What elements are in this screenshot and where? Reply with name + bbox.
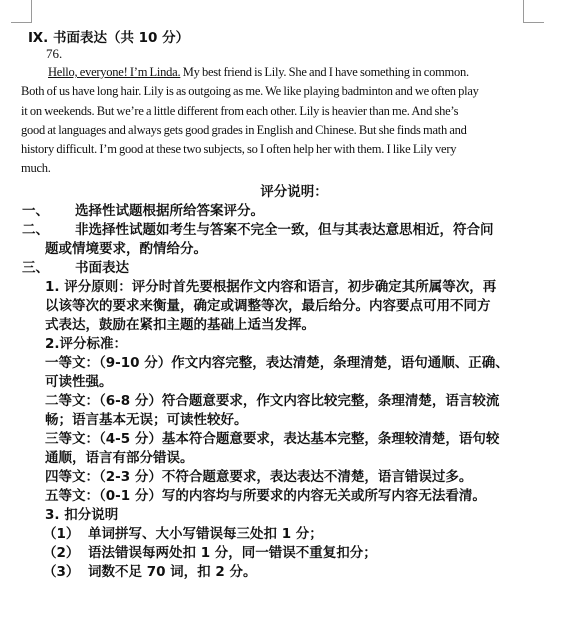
deduction-number: （2） — [43, 545, 80, 561]
principle-line: 1. 评分原则：评分时首先要根据作文内容和语言，初步确定其所属等次，再 — [45, 279, 497, 295]
section-text-continuation: 题或情境要求，酌情给分。 — [45, 241, 207, 257]
essay-line: history difficult. I’m good at these two subjects, so I often help her with them. I like Lily very — [21, 142, 457, 157]
question-number: 76. — [46, 46, 63, 61]
grade-line: 二等文：（6-8 分）符合题意要求，作文内容比较完整，条理清楚，语言较流 — [45, 393, 500, 409]
grade-line: 可读性强。 — [45, 374, 113, 390]
deduction-number: （3） — [43, 564, 80, 580]
deduction-number: （1） — [43, 526, 80, 542]
deduction-text: 语法错误每两处扣 1 分，同一错误不重复扣分； — [88, 545, 377, 561]
section-number: 三、 — [22, 260, 49, 276]
page-corner-mark-left — [11, 0, 32, 23]
model-essay — [21, 63, 521, 179]
grade-line: 四等文：（2-3 分）不符合题意要求，表达表达不清楚，语言错误过多。 — [45, 469, 473, 485]
section-number: 二、 — [22, 222, 49, 238]
deduction-text: 单词拼写、大小写错误每三处扣 1 分； — [88, 526, 323, 542]
grade-line: 三等文：（4-5 分）基本符合题意要求，表达基本完整，条理较清楚，语句较 — [45, 431, 500, 447]
scoring-title: 评分说明： — [260, 184, 328, 200]
essay-line — [21, 63, 521, 82]
principle-line: 以该等次的要求来衡量，确定或调整等次，最后给分。内容要点可用不同方 — [45, 298, 491, 314]
standard-title: 2.评分标准： — [45, 336, 128, 352]
page-corner-mark-right — [523, 0, 544, 23]
grade-line: 五等文：（0-1 分）写的内容均与所要求的内容无关或所写内容无法看清。 — [45, 488, 486, 504]
grade-line: 一等文：（9-10 分）作文内容完整，表达清楚，条理清楚，语句通顺、正确、 — [45, 355, 509, 371]
essay-line: good at languages and always gets good grades in English and Chinese. But she finds math and — [21, 122, 467, 137]
deduction-title: 3. 扣分说明 — [45, 507, 119, 523]
section-text: 选择性试题根据所给答案评分。 — [75, 203, 264, 219]
essay-line: Both of us have long hair. Lily is as outgoing as me. We like playing badminton and we often play — [21, 84, 479, 99]
section-text: 书面表达 — [75, 260, 129, 276]
principle-line: 式表达，鼓励在紧扣主题的基础上适当发挥。 — [45, 317, 315, 333]
grade-line: 畅；语言基本无误；可读性较好。 — [45, 412, 248, 428]
deduction-text: 词数不足 70 词，扣 2 分。 — [88, 564, 257, 580]
essay-opening-underlined: Hello, everyone! I’m Linda. — [48, 65, 181, 79]
grade-line: 通顺，语言有部分错误。 — [45, 450, 194, 466]
section-number: 一、 — [22, 203, 49, 219]
section-text: 非选择性试题如考生与答案不完全一致，但与其表达意思相近，符合问 — [75, 222, 494, 238]
essay-line: it on weekends. But we’re a little different from each other. Lily is heavier than me. And she’s — [21, 103, 459, 118]
section-heading: Ⅸ. 书面表达（共 10 分） — [28, 30, 190, 46]
essay-line: much. — [21, 161, 51, 176]
essay-first-line-rest: My best friend is Lily. She and I have something in common. — [180, 65, 469, 79]
